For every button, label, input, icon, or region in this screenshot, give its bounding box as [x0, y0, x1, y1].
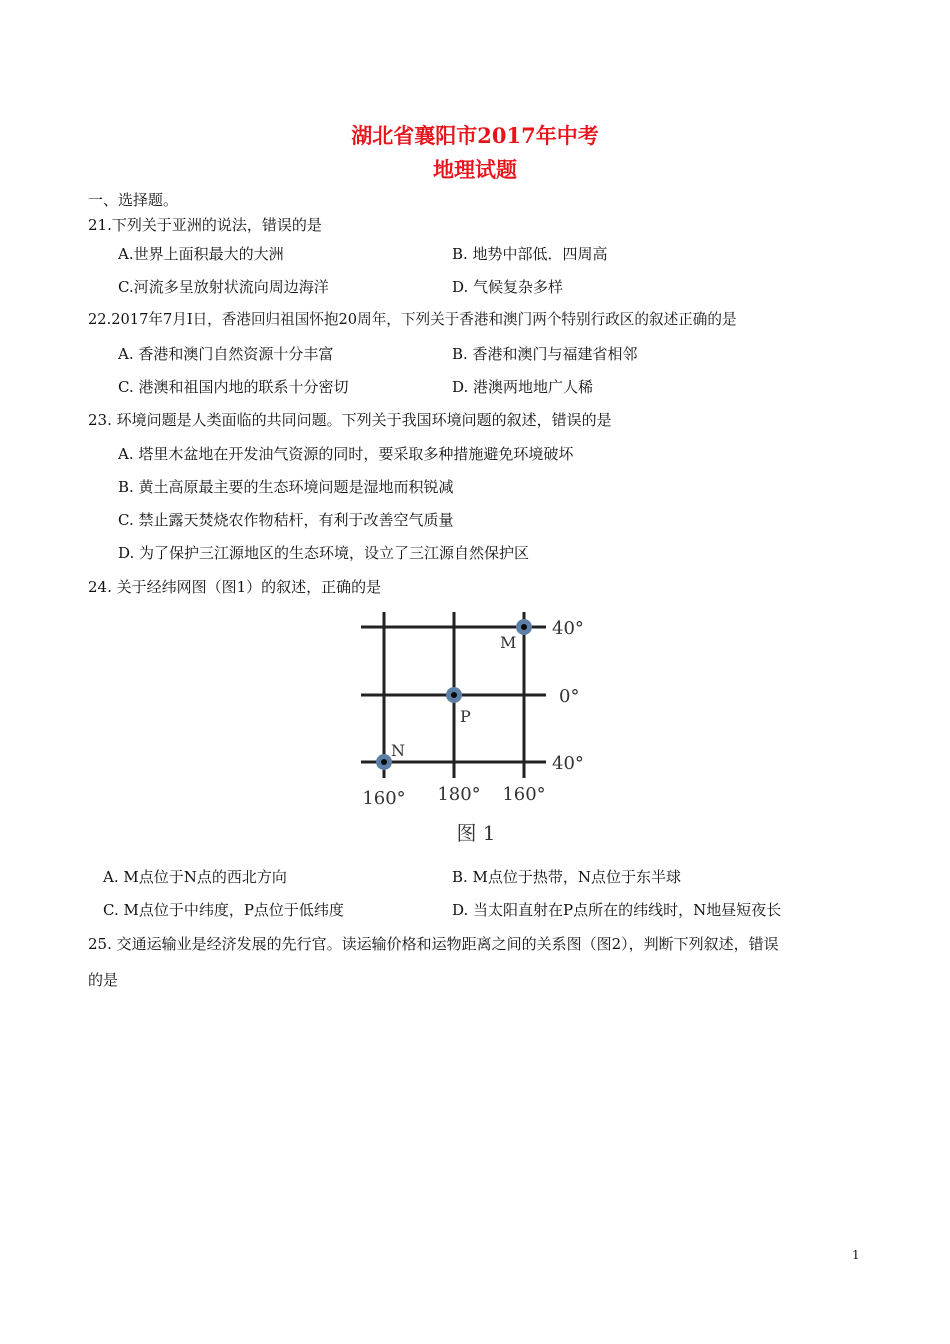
figure-1-caption: 图 1 — [456, 821, 496, 845]
point-m-label: M — [500, 633, 517, 652]
figure-1-graticule — [356, 610, 596, 850]
question-24-option-c: C. M点位于中纬度，P点位于低纬度 — [103, 901, 344, 919]
question-21-stem: 21.下列关于亚洲的说法，错误的是 — [88, 216, 322, 234]
latitude-label-equator: 0° — [559, 686, 580, 707]
question-21-option-d: D. 气候复杂多样 — [452, 278, 564, 296]
question-22-stem: 22.2017年7月I日，香港回归祖国怀抱20周年，下列关于香港和澳门两个特别行政区的叙述正确的是 — [88, 311, 737, 328]
question-23-option-b: B. 黄土高原最主要的生态环境问题是湿地而积锐减 — [118, 478, 454, 496]
page-number: 1 — [852, 1248, 860, 1262]
question-24-option-d: D. 当太阳直射在P点所在的纬线时，N地昼短夜长 — [452, 901, 782, 919]
question-22-option-d: D. 港澳两地地广人稀 — [452, 378, 594, 396]
question-22-option-a: A. 香港和澳门自然资源十分丰富 — [118, 345, 334, 363]
question-24-option-a: A. M点位于N点的西北方向 — [103, 868, 287, 886]
question-23-option-d: D. 为了保护三江源地区的生态环境，设立了三江源自然保护区 — [118, 544, 530, 562]
point-n-label: N — [391, 741, 405, 760]
point-p-label: P — [460, 707, 471, 726]
longitude-label-160-east: 160° — [502, 784, 546, 805]
page-title: 湖北省襄阳市2017年中考 — [351, 123, 599, 148]
question-25-stem-line-2: 的是 — [88, 971, 119, 989]
question-24-option-b: B. M点位于热带，N点位于东半球 — [452, 868, 682, 886]
latitude-label-south-40: 40° — [552, 753, 584, 774]
longitude-label-160-west: 160° — [362, 788, 406, 809]
question-21-option-c: C.河流多呈放射状流向周边海洋 — [118, 278, 329, 296]
question-21-option-b: B. 地势中部低．四周高 — [452, 245, 608, 263]
question-25-stem-line-1: 25. 交通运输业是经济发展的先行官。读运输价格和运物距离之间的关系图（图2），判断下列叙述，错误 — [88, 935, 779, 953]
question-23-stem: 23. 环境问题是人类面临的共同问题。下列关于我国环境问题的叙述，错误的是 — [88, 411, 612, 429]
point-p-marker — [446, 687, 462, 703]
section-heading: 一、选择题。 — [88, 191, 179, 209]
question-23-option-a: A. 塔里木盆地在开发油气资源的同时，要采取多种措施避免环境破坏 — [118, 445, 574, 463]
question-21-option-a: A.世界上面积最大的大洲 — [118, 245, 284, 263]
question-22-option-b: B. 香港和澳门与福建省相邻 — [452, 345, 638, 363]
latitude-label-north-40: 40° — [552, 618, 584, 639]
question-24-stem: 24. 关于经纬网图（图1）的叙述，正确的是 — [88, 578, 382, 596]
point-n-marker — [376, 754, 392, 770]
point-m-marker — [516, 619, 532, 635]
question-23-option-c: C. 禁止露天焚烧农作物秸杆，有利于改善空气质量 — [118, 511, 454, 529]
page-subtitle: 地理试题 — [433, 157, 517, 182]
question-22-option-c: C. 港澳和祖国内地的联系十分密切 — [118, 378, 349, 396]
longitude-label-180: 180° — [437, 784, 481, 805]
